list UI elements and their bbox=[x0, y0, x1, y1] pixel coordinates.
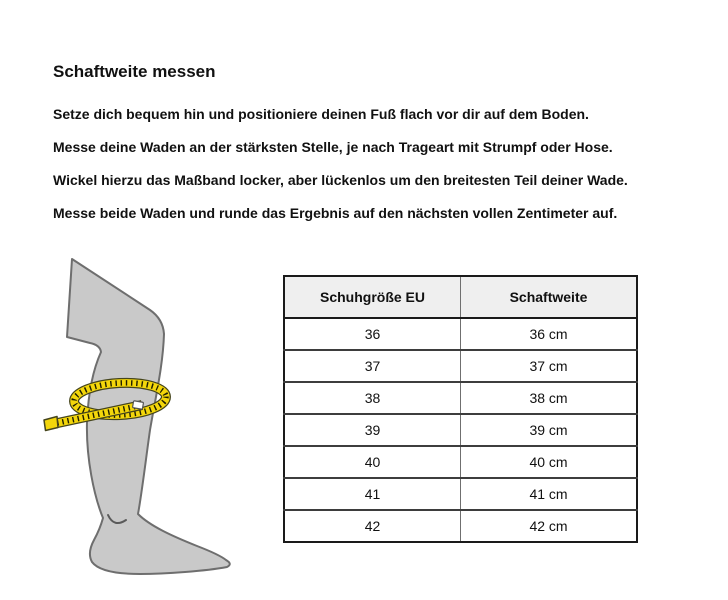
table-row bbox=[284, 414, 637, 446]
shoe-size-cell: 38 bbox=[284, 382, 461, 414]
shoe-size-cell: 37 bbox=[284, 350, 461, 382]
shoe-size-cell: 39 bbox=[284, 414, 461, 446]
table-row bbox=[284, 350, 637, 382]
instruction-line-2: Messe deine Waden an der stärksten Stelle, je nach Trageart mit Strumpf oder Hose. bbox=[53, 139, 613, 155]
table-row bbox=[284, 318, 637, 350]
shoe-size-cell: 36 bbox=[364, 326, 381, 342]
shaft-width-cell: 39 cm bbox=[461, 414, 638, 446]
table-row bbox=[284, 510, 637, 542]
table-header-shaft-width: Schaftweite bbox=[461, 276, 638, 318]
shoe-size-cell: 42 bbox=[284, 510, 461, 542]
table-row bbox=[284, 382, 637, 414]
instruction-line-3: Wickel hierzu das Maßband locker, aber lückenlos um den breitesten Teil deiner Wade. bbox=[53, 172, 628, 188]
leg-measurement-illustration bbox=[38, 228, 240, 582]
page-title: Schaftweite messen bbox=[53, 62, 216, 82]
shaft-width-cell: 36 cm bbox=[461, 318, 638, 350]
shoe-size-cell: 40 bbox=[284, 446, 461, 478]
instruction-line-1: Setze dich bequem hin und positioniere deinen Fuß flach vor dir auf dem Boden. bbox=[53, 106, 589, 122]
size-table bbox=[283, 275, 638, 543]
shaft-width-cell: 41 cm bbox=[461, 478, 638, 510]
shoe-size-cell: 41 bbox=[284, 478, 461, 510]
table-row bbox=[284, 478, 637, 510]
size-table-header-row bbox=[284, 276, 637, 318]
shaft-width-cell: 42 cm bbox=[461, 510, 638, 542]
shaft-width-cell: 37 cm bbox=[461, 350, 638, 382]
shaft-width-cell: 40 cm bbox=[461, 446, 638, 478]
table-row bbox=[284, 446, 637, 478]
instruction-line-4: Messe beide Waden und runde das Ergebnis auf den nächsten vollen Zentimeter auf. bbox=[53, 205, 618, 221]
tape-tip bbox=[44, 417, 58, 431]
tape-buckle bbox=[132, 401, 143, 410]
shaft-width-cell: 38 cm bbox=[461, 382, 638, 414]
table-header-shoe-size: Schuhgröße EU bbox=[284, 276, 461, 318]
